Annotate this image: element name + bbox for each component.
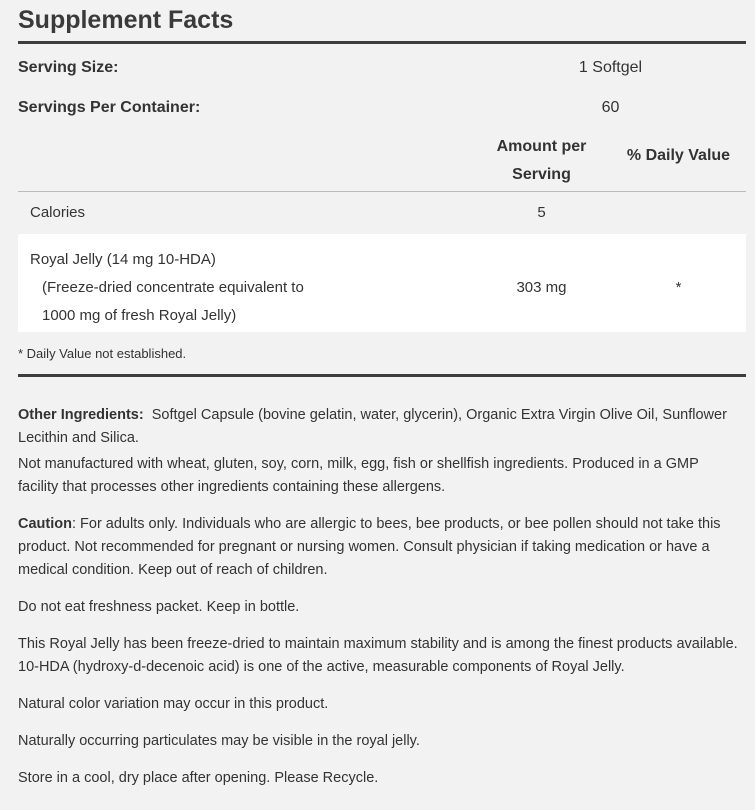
- nutrient-daily-value: *: [675, 279, 682, 296]
- serving-size-label: Serving Size:: [18, 59, 119, 76]
- daily-value-header: % Daily Value: [626, 147, 731, 164]
- caution-statement: [18, 513, 738, 582]
- other-ingredients-text: Softgel Capsule (bovine gelatin, water, glycerin), Organic Extra Virgin Olive Oil, Sunflower Lecithin and Silica.: [18, 407, 727, 446]
- nutrient-subtext-line2: 1000 mg of fresh Royal Jelly): [42, 307, 237, 324]
- footnote-row: [18, 332, 746, 374]
- servings-per-container-row: [18, 85, 746, 129]
- serving-size-value: 1 Softgel: [578, 59, 643, 76]
- amount-header-line2: Serving: [512, 166, 571, 183]
- table-header: [18, 129, 746, 191]
- supplement-facts-panel: [18, 0, 746, 377]
- note-freshness: Do not eat freshness packet. Keep in bottle.: [18, 599, 300, 615]
- nutrient-amount: 5: [537, 204, 546, 221]
- nutrient-name: Royal Jelly (14 mg 10-HDA): [30, 251, 216, 268]
- note-storage: Store in a cool, dry place after opening. Please Recycle.: [18, 770, 379, 786]
- amount-per-serving-header: [478, 133, 605, 189]
- nutrient-subtext: [42, 274, 402, 330]
- other-ingredients: [18, 404, 738, 450]
- allergen-statement: Not manufactured with wheat, gluten, soy, corn, milk, egg, fish or shellfish ingredients. Produced in a GMP facility that processes other ingredients containing these allergens.: [18, 456, 699, 495]
- table-row: [18, 234, 746, 332]
- product-information: [18, 404, 738, 804]
- servings-label: Servings Per Container:: [18, 99, 201, 116]
- panel-title: Supplement Facts: [18, 6, 234, 34]
- table-row: [18, 192, 746, 234]
- footnote-text: * Daily Value not established.: [18, 346, 187, 361]
- amount-header-line1: Amount per: [496, 138, 587, 155]
- nutrient-name: Calories: [30, 204, 86, 221]
- nutrient-subtext-line1: (Freeze-dried concentrate equivalent to: [42, 279, 304, 296]
- serving-size-row: [18, 44, 746, 85]
- servings-value: 60: [601, 99, 620, 116]
- note-description: This Royal Jelly has been freeze-dried to maintain maximum stability and is among the finest products available. 10-HDA (hydroxy-d-decenoic acid) is one of the active, measurable components of Royal Jelly.: [18, 636, 738, 675]
- other-ingredients-label: Other Ingredients:: [18, 407, 144, 423]
- caution-text: : For adults only. Individuals who are allergic to bees, bee products, or bee pollen should not take this product. Not recommended for pregnant or nursing women. Consult physician if taking medication or have a medical condition. Keep out of reach of children.: [18, 516, 721, 578]
- caution-label: Caution: [18, 516, 72, 532]
- note-particulates: Naturally occurring particulates may be visible in the royal jelly.: [18, 733, 420, 749]
- nutrient-amount: 303 mg: [516, 279, 567, 296]
- note-color: Natural color variation may occur in this product.: [18, 696, 329, 712]
- divider-thick-bottom: [18, 374, 746, 377]
